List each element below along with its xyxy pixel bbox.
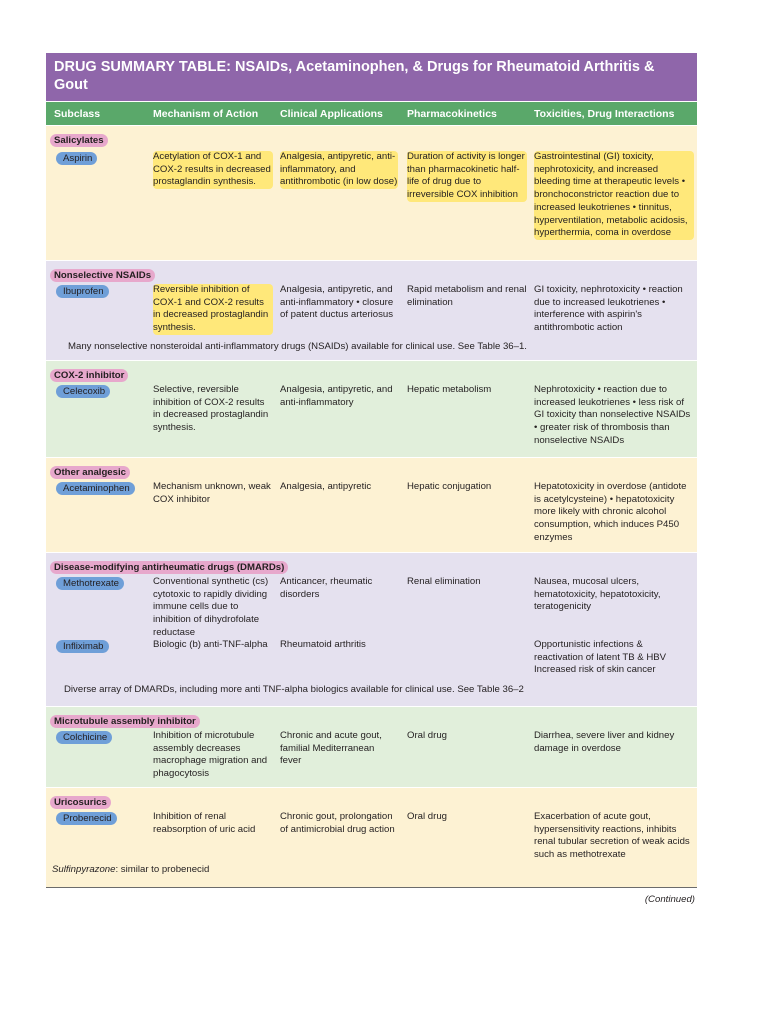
toxicity-cell: Diarrhea, severe liver and kidney damage in overdose [534, 730, 675, 754]
pharmacokinetics-cell: Rapid metabolism and renal elimination [407, 284, 527, 308]
toxicity-cell: Nephrotoxicity • reaction due to increased leukotrienes • less risk of GI toxicity than nonselective NSAIDs • greater risk of thrombosis than nonselective NSAIDs [534, 384, 691, 446]
section-other-analgesic [46, 457, 697, 552]
section-note: Diverse array of DMARDs, including more anti TNF-alpha biologics available for clinical use. See Table 36–2 [64, 684, 524, 695]
section-uricosurics [46, 787, 697, 887]
clinical-cell: Anticancer, rheumatic disorders [280, 576, 373, 600]
subclass-label: Microtubule assembly inhibitor [50, 715, 200, 728]
section-nonselective-nsaids [46, 260, 697, 360]
drug-acetaminophen: Acetaminophen [56, 482, 135, 495]
section-dmards [46, 552, 697, 706]
drug-colchicine: Colchicine [56, 731, 112, 744]
drug-aspirin: Aspirin [56, 152, 97, 165]
mechanism-cell: Mechanism unknown, weak COX inhibitor [153, 481, 271, 505]
col-subclass: Subclass [54, 107, 101, 120]
clinical-cell: Analgesia, antipyretic, anti-inflammatory, and antithrombotic (in low dose) [280, 151, 398, 188]
mechanism-cell: Inhibition of microtubule assembly decreases macrophage migration and phagocytosis [153, 730, 268, 780]
toxicity-cell: Nausea, mucosal ulcers, hematotoxicity, hepatotoxicity, teratogenicity [534, 576, 661, 613]
clinical-cell: Chronic and acute gout, familial Mediterranean fever [280, 730, 382, 767]
clinical-cell: Chronic gout, prolongation of antimicrobial drug action [280, 811, 395, 835]
subclass-label: Other analgesic [50, 466, 130, 479]
pharmacokinetics-cell: Hepatic conjugation [407, 481, 492, 492]
section-microtubule-inhibitor [46, 706, 697, 787]
mechanism-cell: Selective, reversible inhibition of COX-2 results in decreased prostaglandin synthesis. [153, 384, 269, 434]
section-cox2-inhibitor [46, 360, 697, 457]
col-toxicities: Toxicities, Drug Interactions [534, 107, 675, 120]
pharmacokinetics-cell: Duration of activity is longer than pharmacokinetic half-life of drug due to irreversible COX inhibition [407, 151, 527, 202]
section-note [52, 864, 209, 875]
mechanism-cell: Biologic (b) anti-TNF-alpha [153, 639, 268, 650]
pharmacokinetics-cell: Hepatic metabolism [407, 384, 492, 395]
col-clinical: Clinical Applications [280, 107, 383, 120]
clinical-cell: Rheumatoid arthritis [280, 639, 366, 650]
mechanism-cell: Inhibition of renal reabsorption of uric acid [153, 811, 256, 835]
subclass-label: Nonselective NSAIDs [50, 269, 155, 282]
drug-infliximab: Infliximab [56, 640, 109, 653]
section-salicylates [46, 125, 697, 260]
drug-summary-table [46, 53, 697, 911]
pharmacokinetics-cell: Renal elimination [407, 576, 481, 587]
note-text: : similar to probenecid [115, 864, 210, 875]
mechanism-cell: Acetylation of COX-1 and COX-2 results in decreased prostaglandin synthesis. [153, 151, 273, 189]
pharmacokinetics-cell: Oral drug [407, 730, 447, 741]
section-note: Many nonselective nonsteroidal anti-inflammatory drugs (NSAIDs) available for clinical use. See Table 36–1. [68, 341, 527, 352]
column-header-row [46, 101, 697, 125]
toxicity-cell: Opportunistic infections & reactivation of latent TB & HBV Increased risk of skin cancer [534, 639, 667, 676]
clinical-cell: Analgesia, antipyretic [280, 481, 372, 492]
table-title: DRUG SUMMARY TABLE: NSAIDs, Acetaminophen, & Drugs for Rheumatoid Arthritis & Gout [46, 53, 697, 101]
toxicity-cell: Exacerbation of acute gout, hypersensitivity reactions, inhibits renal tubular secretion of weak acids such as methotrexate [534, 811, 690, 861]
subclass-label: Salicylates [50, 134, 108, 147]
note-drug: Sulfinpyrazone [52, 864, 116, 875]
continued-label: (Continued) [644, 894, 695, 905]
drug-celecoxib: Celecoxib [56, 385, 110, 398]
pharmacokinetics-cell: Oral drug [407, 811, 447, 822]
drug-methotrexate: Methotrexate [56, 577, 124, 590]
col-mechanism: Mechanism of Action [153, 107, 259, 120]
toxicity-cell: GI toxicity, nephrotoxicity • reaction due to increased leukotrienes • interference with aspirin's antithrombotic action [534, 284, 683, 334]
clinical-cell: Analgesia, antipyretic, and anti-inflammatory [280, 384, 393, 408]
subclass-label: Disease-modifying antirheumatic drugs (DMARDs) [50, 561, 288, 574]
toxicity-cell: Hepatotoxicity in overdose (antidote is acetylcysteine) • hepatotoxicity more likely with chronic alcohol consumption, which induces P450 enzymes [534, 481, 687, 543]
mechanism-cell: Reversible inhibition of COX-1 and COX-2 results in decreased prostaglandin synthesis. [153, 284, 273, 335]
table-footer [46, 887, 697, 911]
drug-ibuprofen: Ibuprofen [56, 285, 109, 298]
mechanism-cell: Conventional synthetic (cs) cytotoxic to rapidly dividing immune cells due to inhibition of dihydrofolate reductase [153, 576, 269, 638]
subclass-label: Uricosurics [50, 796, 111, 809]
drug-probenecid: Probenecid [56, 812, 117, 825]
subclass-label: COX-2 inhibitor [50, 369, 128, 382]
clinical-cell: Analgesia, antipyretic, and anti-inflammatory • closure of patent ductus arteriosus [280, 284, 394, 321]
toxicity-cell: Gastrointestinal (GI) toxicity, nephrotoxicity, and increased bleeding time at therapeutic levels • bronchoconstrictor reaction due to increased leukotrienes • tinnitus, hyperventilation, metabolic acidosis, hyperthermia, coma in overdose [534, 151, 694, 240]
col-pharmacokinetics: Pharmacokinetics [407, 107, 497, 120]
